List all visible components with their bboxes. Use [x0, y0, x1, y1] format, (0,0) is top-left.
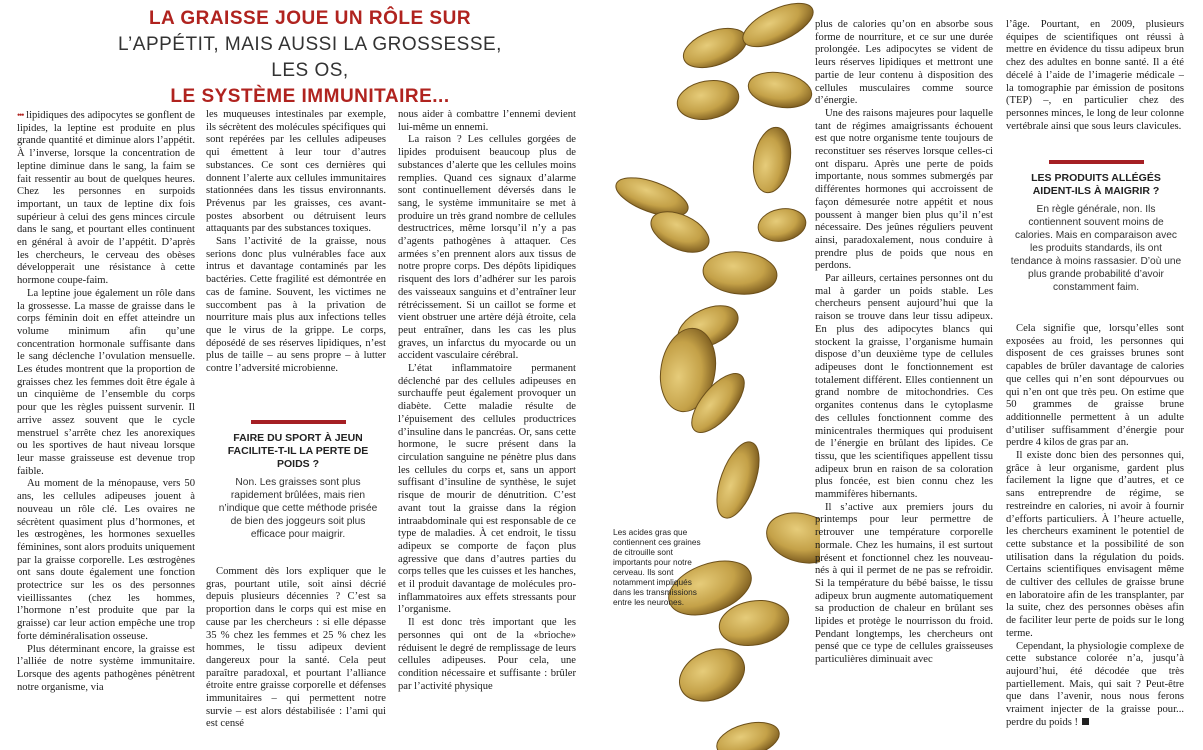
paragraph: Plus déterminant encore, la graisse est l’alliée de notre système immunitaire. Lorsque des agents pathogènes pénètrent notre organisme, via: [17, 643, 195, 693]
box-divider-bar: [251, 420, 346, 424]
paragraph: La raison ? Les cellules gorgées de lipides produisent beaucoup plus de substances d’alerte que les cellules moins remplies. Quand ces signaux d’alarme sont continuellement déversés dans le sang, le système immunitaire se met à produire un très grand nombre de cellules destructrices, même lorsqu’il n’y a pas d’agents pathogènes à attaquer. Ces armées s’en prennent alors aux tissus de notre propre corps. Des dépôts lipidiques risquent des lors d’adhérer sur les parois des vaisseaux sanguins et d’entraîner leur rétrécissement. Si un caillot se forme et vient obstruer une artère déjà étroite, cela peut entraîner, dans les cas les plus graves, un infarctus du myocarde ou un accident vasculaire cérébral.: [398, 134, 576, 362]
box-title: FAIRE DU SPORT À JEUN FACILITE-T-IL LA PERTE DE POIDS ?: [227, 432, 369, 470]
article-column-2: [206, 109, 386, 409]
article-column-1: [17, 109, 195, 749]
paragraph: les muqueuses intestinales par exemple, ils sécrètent des molécules spécifiques qui sont repérées par les cellules adipeuses qui émettent à leur tour d’autres substances. Ce sont ces dernières qui donnent l’alerte aux cellules immunitaires stationnées dans les tissus environnants. Prévenus par les graisses, ces avant-postes absorbent ou détruisent leurs attaquants par des substances toxiques.: [206, 109, 386, 235]
seed: [737, 0, 819, 56]
seed: [756, 205, 809, 245]
sidebar-box-lightened-products: [1010, 160, 1182, 294]
paragraph: L’état inflammatoire permanent déclenché par des cellules adipeuses en surchauffe peut également provoquer un diabète. Cette maladie résulte de l’épuisement des cellules productrices d’insuline dans le pancréas. Or, sans cette hormone, le sucre présent dans la circulation sanguine ne pénètre plus dans les cellules du corps et, sans un apport suffisant d’insuline de synthèse, le sujet risque de mourir de dénutrition. C’est avant tout la graisse dans la région intraabdominale qui est responsable de ce type de maladies. À cet endroit, le tissu adipeux se comporte de façon plus agressive que dans d’autres parties du corps telles que les cuisses et les hanches, et il produit davantage de molécules pro-inflammatoires aux effets stressants pour l’organisme.: [398, 363, 576, 616]
paragraph: Il existe donc bien des personnes qui, grâce à leur organisme, gardent plus facilement la ligne que d’autres, et ce sans entreprendre de régime, se restreindre en calories, ni avoir à fournir d’efforts particuliers. À l’heure actuelle, les chercheurs examinent le potentiel de cette substance et la possibilité de son utilisation dans la régulation du poids. Certains scientifiques envisagent même de cultiver des cellules de graisse brune en laboratoire afin de les transplanter, par la suite, chez des personnes obèses afin de faciliter leur perte de poids sur le long terme.: [1006, 450, 1184, 639]
paragraph: Il est donc très important que les personnes qui ont de la «brioche» réduisent le degré de remplissage de leurs cellules adipeuses. Pour cela, une condition nécessaire et suffisante : brûler par l’activité physique: [398, 617, 576, 692]
seed: [746, 68, 815, 113]
paragraph: Au moment de la ménopause, vers 50 ans, les cellules adipeuses jouent à nouveau un rôle clé. Les ovaires ne sécrètent quasiment plus d’hormones, et les œstrogènes, les hormones sexuelles féminines, sont alors produits uniquement par la graisse corporelle. Les œstrogènes ont sans doute également une fonction protectrice sur les os des personnes vieillissantes (chez les hommes, l’hormone n’est produite que par la graisse) car leur action empêche une trop forte déminéralisation osseuse.: [17, 478, 195, 642]
article-column-5b: [1006, 323, 1184, 750]
seed: [678, 21, 752, 76]
article-column-2b: [206, 566, 386, 750]
seed: [674, 76, 742, 124]
sidebar-box-sport: [216, 420, 380, 541]
seed: [713, 716, 783, 750]
image-caption: Les acides gras que contiennent ces graines de citrouille sont importants pour notre cerveau. Ils sont notamment impliqués dans les transmissions entre les neurones.: [613, 527, 701, 607]
continuation-bullets: •••: [17, 110, 24, 120]
paragraph: ••• lipidiques des adipocytes se gonflent de lipides, la leptine est produite en plus grande quantité et diminue alors l’appétit. À l’inverse, lorsque la concentration de leptine diminue dans le sang, la faim se fait ressentir au bout de quelques heures. Chez les personnes en surpoids important, un taux de leptine dix fois supérieur à celui des gens minces circule dans le sang, et pourtant elles continuent en général à avoir de l’appétit. D’après les chercheurs, le cerveau des obèses développerait une résistance à cette hormone coupe-faim.: [17, 110, 195, 287]
seed: [671, 639, 753, 711]
pumpkin-seeds-image: [580, 0, 820, 750]
paragraph: l’âge. Pourtant, en 2009, plusieurs équipes de scientifiques ont réussi à mettre en évidence du tissu adipeux brun chez des adultes en bonne santé. Il a été décelé à l’aide de l’imagerie médicale – la tomographie par émission de positons (TEP) –, en particulier chez des personnes minces, le long de leur colonne vertébrale ainsi que sous leurs clavicules.: [1006, 19, 1184, 132]
paragraph: Cela signifie que, lorsqu’elles sont exposées au froid, les personnes qui disposent de ces graisses brunes sont capables de brûler davantage de calories que celles qui n’en sont dépourvues ou qui n’en ont que très peu. On estime que 50 grammes de graisse brune additionnelle permettent à un adulte d’utiliser suffisamment d’énergie pour perdre 4 kilos de gras par an.: [1006, 323, 1184, 449]
article-column-5: [1006, 19, 1184, 149]
seed: [708, 437, 767, 524]
headline-line-3: LE SYSTÈME IMMUNITAIRE...: [170, 86, 450, 107]
article-column-4: [815, 19, 993, 750]
paragraph: Une des raisons majeures pour laquelle tant de régimes amaigrissants échouent est que notre organisme tente toujours de reconstituer ses réserves lorsque celles-ci ont disparu. Après une perte de poids importante, nous sommes submergés par différentes hormones qui accroissent de façon démesurée notre appétit et nous poussent à manger bien plus qu’il n’est nécessaire. Des jeûnes réguliers peuvent ainsi, paradoxalement, nous conduire à prendre plus de poids que nous en perdons.: [815, 107, 993, 272]
box-text: En règle générale, non. Ils contiennent souvent moins de calories. Mais en comparaison avec les produits standards, ils ont tendance à moins rassasier. D’où une plus grande probabilité d’avoir constamment faim.: [1010, 204, 1182, 293]
paragraph: Par ailleurs, certaines personnes ont du mal à garder un poids stable. Les chercheurs pensent aujourd’hui que la raison se trouve dans leur tissu adipeux. En plus des adipocytes blancs qui stockent la graisse, l’organisme humain dispose d’un deuxième type de cellules adipeuses dont le fonctionnement est totalement différent. Elles contiennent un grand nombre de mitochondries. Ces organites contenus dans le cytoplasme des cellules fonctionnent comme des minicentrales thermiques qui produisent de l’énergie en brûlant des lipides. Ce tissu, que les scientifiques appellent tissu adipeux brun en raison de sa coloration plus foncée, est bien connu chez les mammifères hibernants.: [815, 273, 993, 501]
seed: [701, 249, 778, 297]
paragraph: plus de calories qu’on en absorbe sous forme de nourriture, et ce sur une durée prolongée. Les adipocytes se vident de leurs réserves lipidiques et mettront une partie de leur contenu à disposition des cellules musculaires comme source d’énergie.: [815, 19, 993, 107]
paragraph: La leptine joue également un rôle dans la grossesse. La masse de graisse dans le corps féminin doit en effet atteindre un volume minimum afin qu’une concentration hormonale suffisante dans le sang déclenche l’ovulation mensuelle. Les études montrent que la proportion de graisses chez les femmes doit être égale à un cinquième de l’ensemble du corps pour que les règles puissent survenir. Il arrive assez souvent que le cycle menstruel s’arrête chez les anorexiques ou les sportives de haut niveau lorsque leur masse graisseuse est devenue trop faible.: [17, 287, 195, 477]
box-divider-bar: [1049, 160, 1144, 164]
headline: [100, 6, 520, 110]
paragraph: Sans l’activité de la graisse, nous serions donc plus vulnérables face aux intrus et davantage contaminés par les bactéries. Cette fragilité est démontrée en cas de famine. Souvent, les victimes ne succombent pas à la privation de nourriture mais plus aux infections telles que le virus de la grippe. Le corps, déposédé de ses réserves lipidiques, n’est plus de taille – au sens propre – à lutter contre l’adversité microbienne.: [206, 236, 386, 375]
paragraph: Comment dès lors expliquer que le gras, pourtant utile, soit ainsi décrié depuis plusieurs décennies ? C’est sa proportion dans le corps qui est mise en cause par les chercheurs : si elle dépasse 35 % chez les femmes et 25 % chez les hommes, le tissu adipeux devient dangereux pour la santé. Cela peut paraître paradoxal, et pourtant l’alliance étroite entre graisse corporelle et défenses immunitaires – qui permettent notre survie – est alors déstabilisée : l’ami qui est censé: [206, 566, 386, 730]
paragraph: Cependant, la physiologie complexe de cette substance colorée n’a, jusqu’à aujourd’hui, été décodée que très partiellement. Mais, qui sait ? Peut-être que dans l’avenir, nous nous ferons vraiment injecter de la graisse pour... perdre du poids !: [1006, 640, 1184, 728]
headline-line-2: L’APPÉTIT, MAIS AUSSI LA GROSSESSE, LES OS,: [118, 34, 502, 81]
seed: [749, 124, 796, 195]
seed: [761, 506, 820, 571]
paragraph: nous aider à combattre l’ennemi devient lui-même un ennemi.: [398, 109, 576, 133]
end-of-article-square: [1082, 718, 1089, 725]
article-column-3: [398, 109, 576, 749]
box-title: LES PRODUITS ALLÉGÉS AIDENT-ILS À MAIGRIR ?: [1031, 172, 1161, 197]
headline-line-1: LA GRAISSE JOUE UN RÔLE SUR: [148, 8, 472, 29]
paragraph: Il s’active aux premiers jours du printemps pour leur permettre de retrouver une température corporelle normale. Chez les humains, il est surtout présent et fonctionnel chez les nouveau-nés à qui il permet de ne pas se refroidir. Si la température du bébé baisse, le tissu adipeux brun augmente automatiquement sa production de chaleur en brûlant ses lipides et protège le nourrisson du froid. Pendant longtemps, les chercheurs ont pensé que ce type de cellules graisseuses particulières diminuait avec: [815, 501, 993, 666]
box-text: Non. Les graisses sont plus rapidement brûlées, mais rien n’indique que cette méthode prisée de bien des joggeurs soit plus efficace pour maigrir.: [218, 477, 378, 540]
